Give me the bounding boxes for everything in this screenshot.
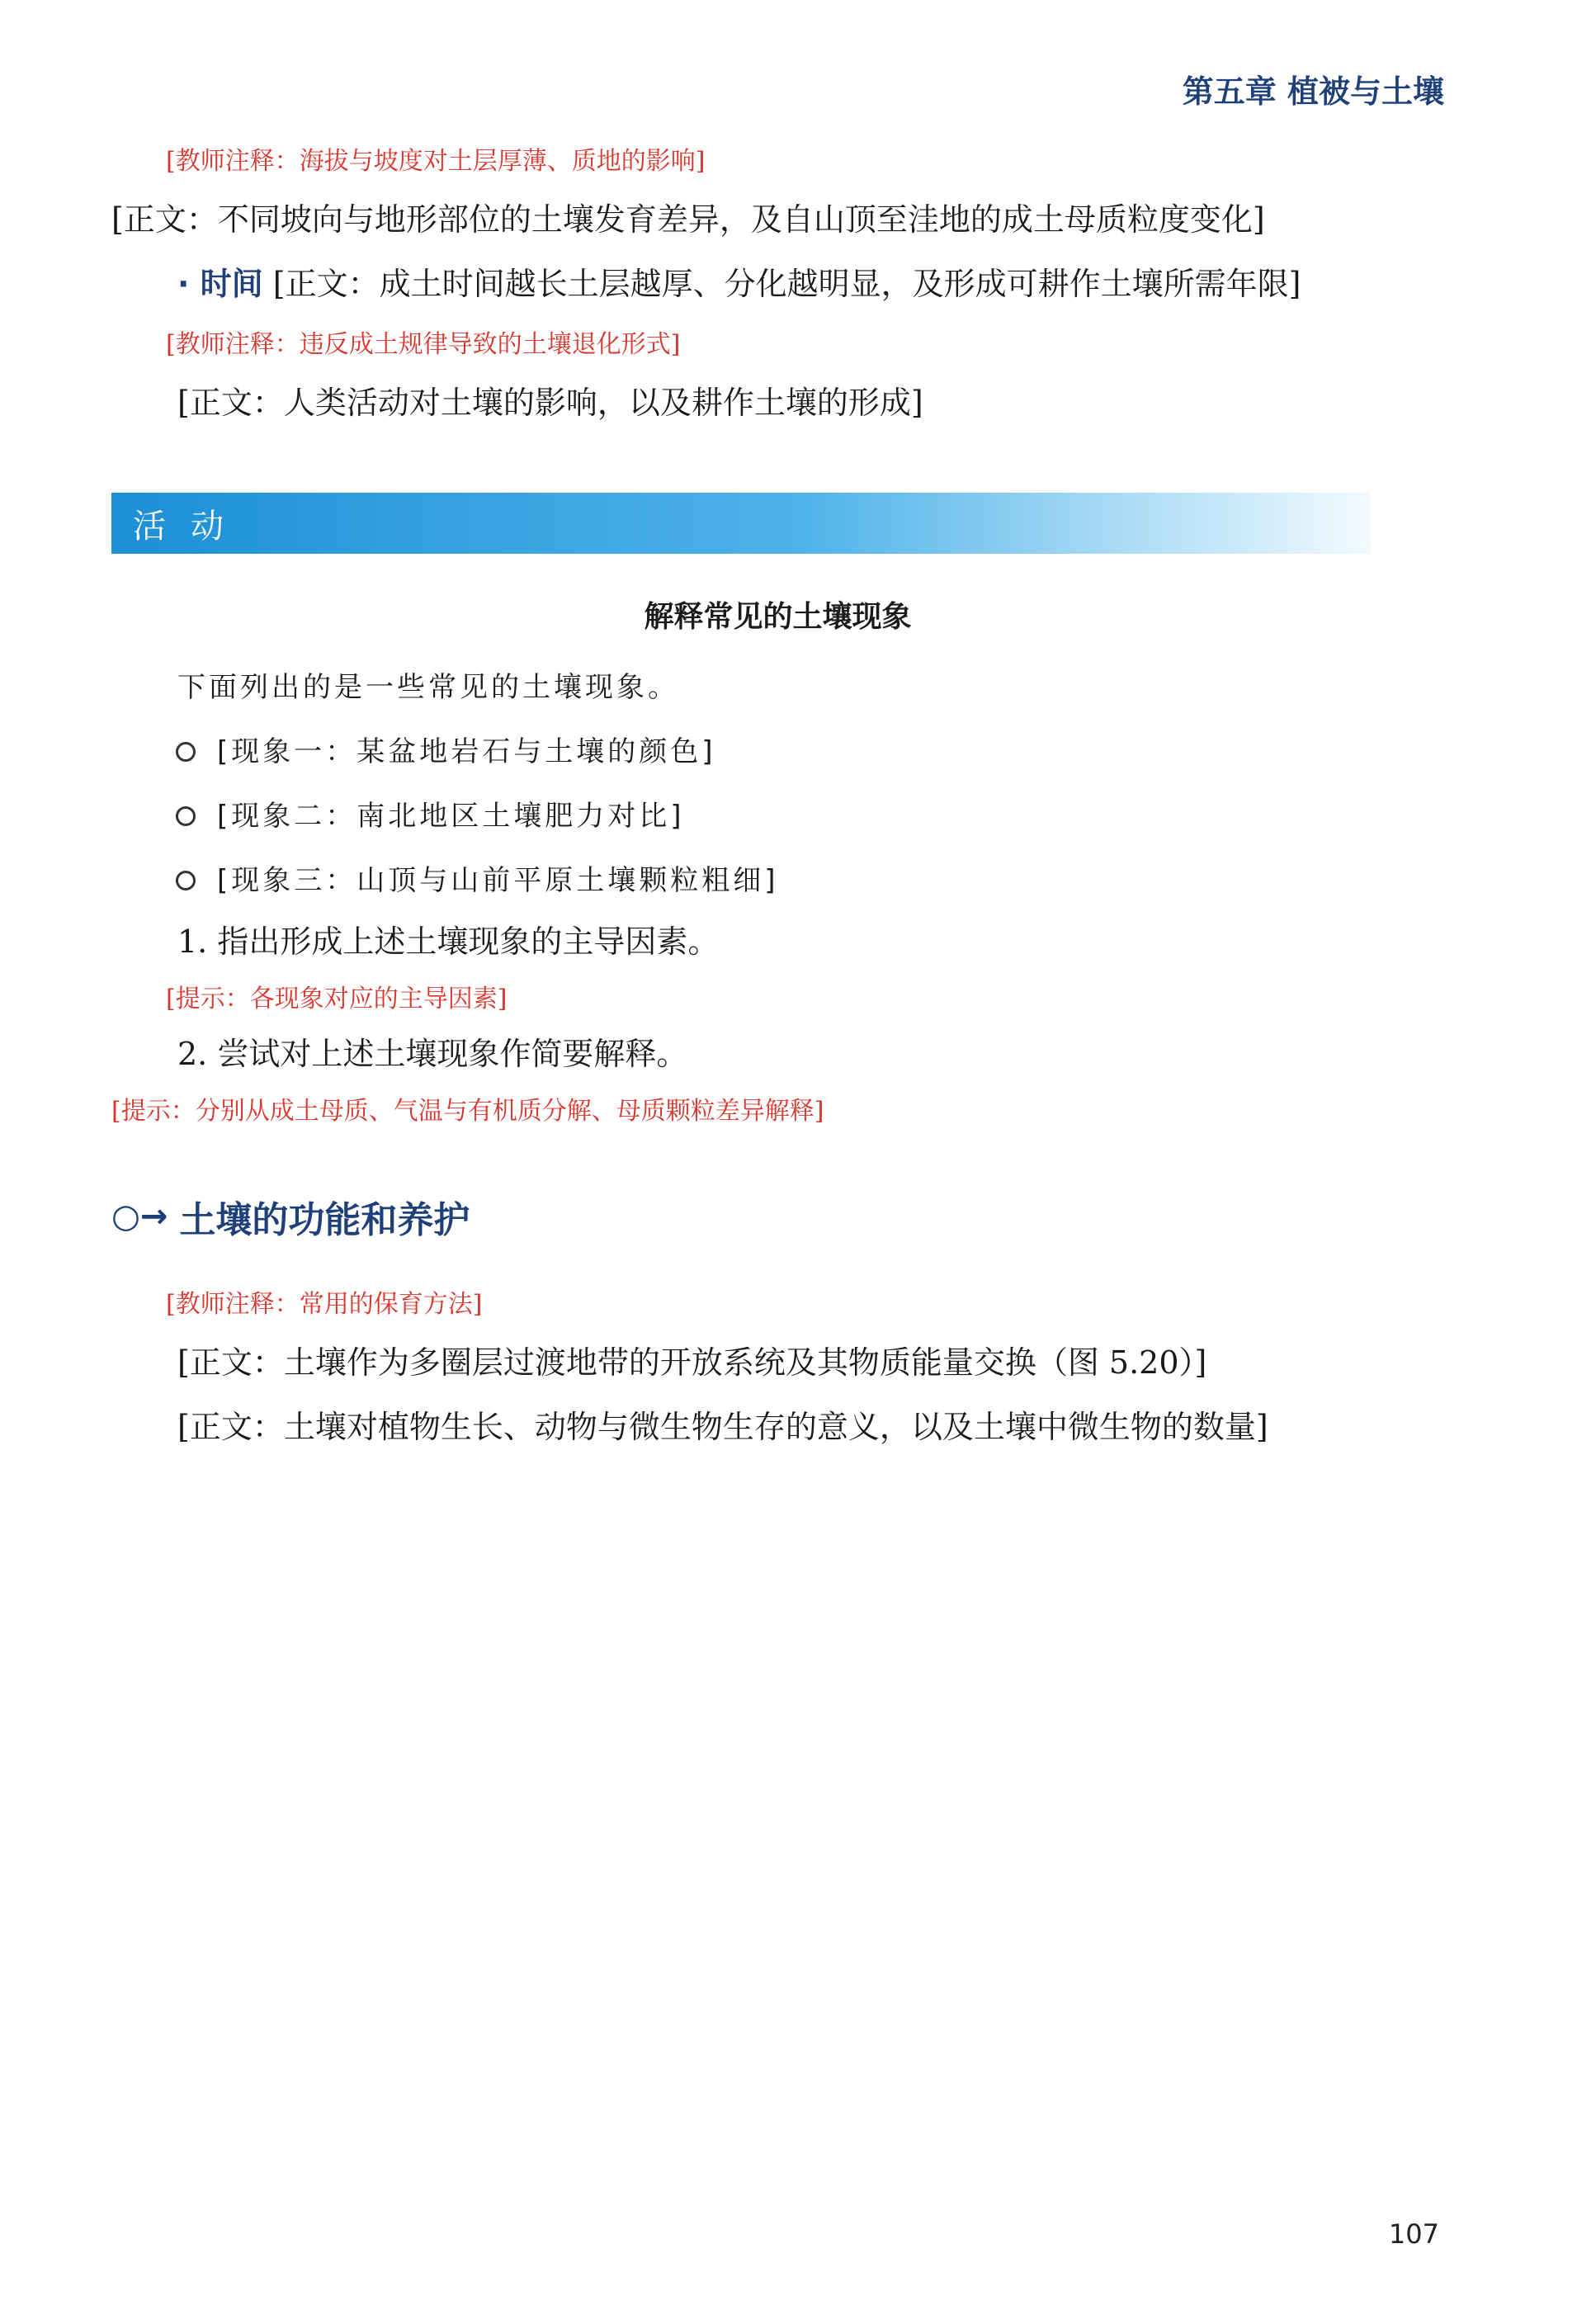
body-paragraph-summary: [正文：土壤作为多圈层过渡地带的开放系统及其物质能量交换（图 5.20）]	[177, 1344, 1207, 1381]
list-item: [现象一：某盆地岩石与土壤的颜色]	[111, 720, 1444, 784]
teacher-hint-2: [提示：分别从成土母质、气温与有机质分解、母质颗粒差异解释]	[111, 1097, 824, 1126]
body-paragraph-summary: [正文：人类活动对土壤的影响，以及耕作土壤的形成]	[177, 385, 923, 421]
arrow-bullet-icon: ○→	[111, 1197, 168, 1235]
activity-intro: 下面列出的是一些常见的土壤现象。	[177, 671, 679, 704]
body-paragraph-time	[111, 252, 1444, 316]
list-item: [现象二：南北地区土壤肥力对比]	[111, 784, 1444, 848]
page-number: 107	[1388, 2218, 1439, 2250]
textbook-page	[111, 66, 1444, 1459]
circle-bullet-icon	[176, 871, 196, 890]
teacher-note: [教师注释：常用的保育方法]	[166, 1290, 483, 1319]
time-factor-label: · 时间	[177, 266, 263, 302]
body-paragraph-summary: [正文：成土时间越长土层越厚、分化越明显，及形成可耕作土壤所需年限]	[272, 266, 1301, 302]
teacher-note: [教师注释：违反成土规律导致的土壤退化形式]	[166, 330, 681, 359]
list-item: [现象三：山顶与山前平原土壤颗粒粗细]	[111, 848, 1444, 913]
section-heading: ○→ 土壤的功能和养护	[111, 1197, 470, 1241]
circle-bullet-icon	[176, 806, 196, 826]
circle-bullet-icon	[176, 742, 196, 762]
activity-banner: 活动	[111, 493, 1371, 554]
activity-question-2: 2. 尝试对上述土壤现象作简要解释。	[177, 1036, 688, 1072]
chapter-header: 第五章 植被与土壤	[1182, 73, 1444, 110]
body-paragraph-summary: [正文：土壤对植物生长、动物与微生物生存的意义，以及土壤中微生物的数量]	[177, 1409, 1268, 1445]
activity-title: 解释常见的土壤现象	[644, 600, 912, 634]
teacher-hint-1: [提示：各现象对应的主导因素]	[166, 985, 508, 1013]
body-paragraph-summary: [正文：不同坡向与地形部位的土壤发育差异，及自山顶至洼地的成土母质粒度变化]	[111, 201, 1265, 238]
activity-question-1: 1. 指出形成上述土壤现象的主导因素。	[177, 923, 720, 960]
teacher-note: [教师注释：海拔与坡度对土层厚薄、质地的影响]	[166, 147, 706, 176]
